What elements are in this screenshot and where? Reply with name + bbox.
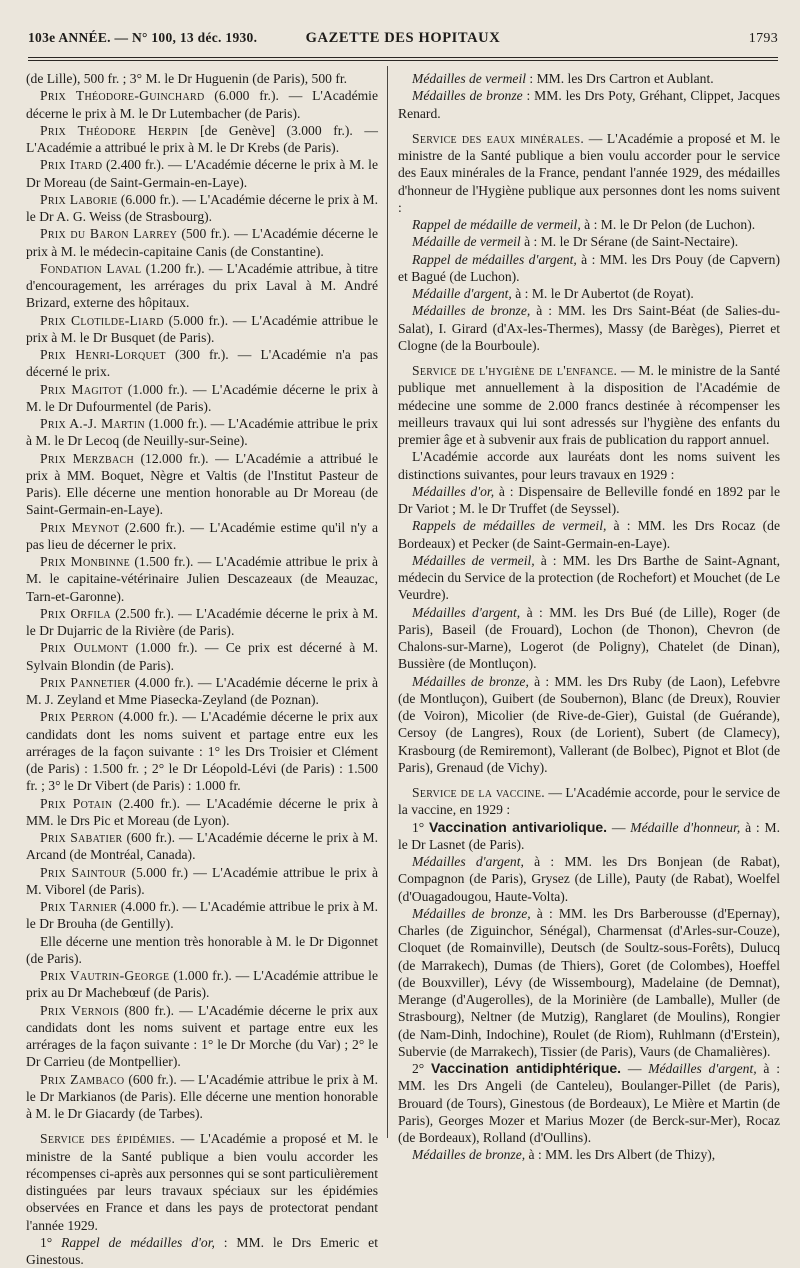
section-eaux-minerales: Service des eaux minérales. — L'Académie a proposé et M. le ministre de la Santé publique a bien voulu accorder pour le service des Eaux minérales de la France, pendant l'année 1929, des médailles d'honneur de l'Hygiène publique aux personnes dont les noms suivent : — [398, 130, 780, 215]
prize-clotilde-liard: Prix Clotilde-Liard (5.000 fr.). — L'Académie attribue le prix à M. le Dr Busquet (de Paris). — [26, 312, 378, 345]
prize-magitot: Prix Magitot (1.000 fr.). — L'Académie décerne le prix à M. le Dr Dufourmentel (de Paris). — [26, 381, 378, 414]
prize-pannetier: Prix Pannetier (4.000 fr.). — L'Académie décerne le prix à M. J. Zeyland et Mme Piasecka-Zeyland (de Poznan). — [26, 674, 379, 707]
paragraph: Médailles de bronze, à : MM. les Drs Saint-Béat (de Salies-du-Salat), I. Girard (d'Ax-les-Thermes), Massy (de Barèges), Pierret et Clogne (de la Bourboule). — [398, 303, 780, 353]
paragraph: Elle décerne une mention très honorable à M. le Dr Digonnet (de Paris). — [26, 933, 378, 966]
paragraph: Médailles de bronze, à : MM. les Drs Barberousse (d'Epernay), Charles (de Ziguinchor, Sénégal), Charmensat (d'Arles-sur-Couze), Cloquet (de Romainville), Deutsch (de Soultz-sous-Forêts), Dulucq (de Marrakech), Dumas (de Thiers), Goret (de Colombes), Hoeffel (de Bouxviller), Lévy (de Wissembourg), Madelaine (de Demnat), Merange (d'Augerolles), de la Morinière (de Lamballe), Muller (de Strasbourg), Neltner (de Mutzig), Ranglaret (de Moulins), Rongier (de Nam-Dinh, Indochine), Roulet (de Riom), Ruhlmann (d'Erstein), Subervie (de Marrakech), Tissier (de Paris), Vaurs (de Chamalières). — [398, 905, 780, 1059]
right-column — [398, 70, 780, 1164]
prize-baron-larrey: Prix du Baron Larrey (500 fr.). — L'Académie décerne le prix à M. le médecin-capitaine Canis (de Constantine). — [26, 226, 378, 259]
paragraph: Médailles de bronze, à : MM. les Drs Ruby (de Laon), Lefebvre (de Montluçon), Guibert (de Soubernon), Blanc (de Dreux), Rouvier (de Voiron), Micolier (de Rive-de-Gier), Guistal (de Guérande), Cersoy (de Langres), Roux (de Lorient), Subert (de Clamecy), Krasbourg (de Remiremont), Vallerant (de Bolbec), Pignot et Blot (de Paris), Grenaud (de Vichy). — [398, 673, 780, 775]
paragraph: Médailles d'or, à : Dispensaire de Belleville fondé en 1892 par le Dr Variot ; M. le Dr Truffet (de Seyssel). — [398, 483, 780, 516]
section-hygiene-enfance: Service de l'hygiène de l'enfance. — M. le ministre de la Santé publique met annuellement à la disposition de l'Académie de médecine une somme de 2.000 francs destinée à récompenser les meilleurs travaux qui lui sont adressés sur l'hygiène des enfants du premier âge et à subvenir aux frais de publication du rapport annuel. — [398, 363, 780, 447]
prize-orfila: Prix Orfila (2.500 fr.). — L'Académie décerne le prix à M. le Dr Dujarric de la Rivière (de Paris). — [26, 605, 378, 638]
page-number: 1793 — [748, 31, 778, 46]
subsection-antivariolique: 1° Vaccination antivariolique. — Médaille d'honneur, à : M. le Dr Lasnet (de Paris). — [398, 818, 781, 852]
paragraph: Médailles d'argent, à : MM. les Drs Bué (de Lille), Roger (de Paris), Baseil (de Frouard), Lochon (de Thonon), Chevron (de Chalons-sur-Marne), Logerot (de Poligny), Chatelet (de Dinan), Bussière (de Montluçon). — [398, 604, 781, 672]
prize-potain: Prix Potain (2.400 fr.). — L'Académie décerne le prix à MM. le Drs Pic et Moreau (de Lyon). — [26, 795, 378, 828]
paragraph: 1° Rappel de médailles d'or, : MM. le Drs Emeric et Ginestous. — [26, 1234, 378, 1267]
section-vaccine: Service de la vaccine. — L'Académie accorde, pour le service de la vaccine, en 1929 : — [398, 785, 780, 818]
subsection-antidiphterique: 2° Vaccination antidiphtérique. — Médailles d'argent, à : MM. les Drs Angeli (de Canteleu), Boulanger-Pillet (de Paris), Brouard (de Tours), Ginestous (de Bordeaux), Le Mière et Martin (de Paris), Georges Mozer et Marius Mozer (de Berck-sur-Mer), Rocaz (de Bordeaux), Rolland (d'Oullins). — [398, 1060, 780, 1145]
paragraph: Médailles de bronze, à : MM. les Drs Albert (de Thizy), — [412, 1147, 716, 1163]
left-column — [26, 70, 378, 1268]
paragraph: Rappels de médailles de vermeil, à : MM. les Drs Rocaz (de Bordeaux) et Pecker (de Saint-Germain-en-Laye). — [398, 518, 780, 551]
prize-oulmont: Prix Oulmont (1.000 fr.). — Ce prix est décerné à M. Sylvain Blondin (de Paris). — [26, 640, 379, 673]
prize-meynot: Prix Meynot (2.600 fr.). — L'Académie estime qu'il n'y a pas lieu de décerner le prix. — [26, 519, 378, 552]
paragraph: L'Académie accorde aux lauréats dont les noms suivent les distinctions suivantes, pour leurs travaux en 1929 : — [398, 449, 780, 482]
header-rule-double — [28, 60, 778, 61]
prize-theodore-guinchard: Prix Théodore-Guinchard (6.000 fr.). — L'Académie décerne le prix à M. le Dr Lutembacher (de Paris). — [26, 88, 378, 121]
paragraph: Médailles de bronze : MM. les Drs Poty, Gréhant, Clippet, Jacques Renard. — [398, 88, 780, 121]
prize-saintour: Prix Saintour (5.000 fr.) — L'Académie attribue le prix à M. Viborel (de Paris). — [26, 864, 378, 897]
prize-aj-martin: Prix A.-J. Martin (1.000 fr.). — L'Académie attribue le prix à M. le Dr Lecoq (de Neuilly-sur-Seine). — [26, 416, 378, 449]
prize-vernois: Prix Vernois (800 fr.). — L'Académie décerne le prix aux candidats dont les noms suivent et partage entre eux les arrérages de la façon suivante : 1° le Dr Morche (du Var) ; 2° le Dr Carrieu (de Montpellier). — [26, 1002, 378, 1070]
prize-tarnier: Prix Tarnier (4.000 fr.). — L'Académie attribue le prix à M. le Dr Brouha (de Gentilly). — [26, 899, 378, 932]
fondation-laval: Fondation Laval (1.200 fr.). — L'Académie attribue, à titre d'encouragement, les arrérages du prix Laval à M. André Brizard, externe des hôpitaux. — [26, 260, 378, 311]
prize-sabatier: Prix Sabatier (600 fr.). — L'Académie décerne le prix à M. Arcand (de Montréal, Canada). — [26, 830, 378, 863]
prize-henri-lorquet: Prix Henri-Lorquet (300 fr.). — L'Académie n'a pas décerné le prix. — [26, 347, 379, 380]
prize-zambaco: Prix Zambaco (600 fr.). — L'Académie attribue le prix à M. le Dr Markianos (de Paris). Elle décerne une mention honorable à M. le Dr Giacardy (de Tarbes). — [26, 1071, 378, 1121]
issue-info: 103e ANNÉE. — N° 100, 13 déc. 1930. — [28, 30, 258, 45]
prize-perron: Prix Perron (4.000 fr.). — L'Académie décerne le prix aux candidats dont les noms suivent et partage entre eux les arrérages de la façon suivante : 1° les Drs Troisier et Clément (de Paris) : 1.500 fr. ; 2° le Dr Léopold-Lévi (de Paris) : 1.500 fr. ; 3° le Dr Vibert (de Paris) : 1.000 fr. — [26, 709, 378, 794]
prize-itard: Prix Itard (2.400 fr.). — L'Académie décerne le prix à M. le Dr Moreau (de Saint-Germain-en-Laye). — [26, 157, 378, 190]
paragraph: Médailles d'argent, à : MM. les Drs Bonjean (de Rabat), Compagnon (de Paris), Grysez (de Lille), Pauty (de Rabat), Woelfel (d'Ouagadougou, Haute-Volta). — [398, 854, 780, 904]
header-rule — [28, 57, 778, 58]
prize-merzbach: Prix Merzbach (12.000 fr.). — L'Académie a attribué le prix à MM. Boquet, Nègre et Valtis (de l'Institut Pasteur de Paris). Elle décerne une mention honorable au Dr Moreau (de Saint-Germain-en-Laye). — [26, 450, 378, 518]
prize-monbinne: Prix Monbinne (1.500 fr.). — L'Académie attribue le prix à M. le capitaine-vétérinaire Julien Descazeaux (de Meauzac, Tarn-et-Garonne). — [26, 554, 378, 604]
paragraph: Médaille d'argent, à : M. le Dr Aubertot (de Royat). — [412, 286, 694, 301]
section-epidemies: Service des épidémies. — L'Académie a proposé et M. le ministre de la Santé publique a bien voulu accorder les récompenses ci-après aux personnes qui se sont particulièrement distinguées par leurs travaux spéciaux sur les épidémies observées en France et dans les pays de protectorat pendant l'année 1929. — [26, 1131, 378, 1233]
paragraph: Rappel de médaille de vermeil, à : M. le Dr Pelon (de Luchon). — [412, 217, 756, 232]
prize-theodore-herpin: Prix Théodore Herpin [de Genève] (3.000 fr.). — L'Académie a attribué le prix à M. le Dr Krebs (de Paris). — [26, 122, 378, 155]
running-header — [28, 30, 778, 52]
prize-laborie: Prix Laborie (6.000 fr.). — L'Académie décerne le prix à M. le Dr A. G. Weiss (de Strasbourg). — [26, 191, 378, 224]
paragraph: Médaille de vermeil à : M. le Dr Sérane (de Saint-Nectaire). — [412, 234, 739, 250]
paragraph: Rappel de médailles d'argent, à : MM. les Drs Pouy (de Capvern) et Bagué (de Luchon). — [398, 251, 780, 284]
column-divider — [387, 66, 388, 1138]
prize-vautrin-george: Prix Vautrin-George (1.000 fr.). — L'Académie attribue le prix au Dr Machebœuf (de Paris). — [26, 968, 378, 1001]
paragraph: Médailles de vermeil : MM. les Drs Cartron et Aublant. — [412, 71, 714, 86]
paragraph: (de Lille), 500 fr. ; 3° M. le Dr Huguenin (de Paris), 500 fr. — [26, 71, 348, 86]
paragraph: Médailles de vermeil, à : MM. les Drs Barthe de Saint-Agnant, médecin du Service de la protection (de Rochefort) et Mouchet (de Le Veurdre). — [398, 552, 780, 603]
journal-title: GAZETTE DES HOPITAUX — [305, 30, 501, 46]
